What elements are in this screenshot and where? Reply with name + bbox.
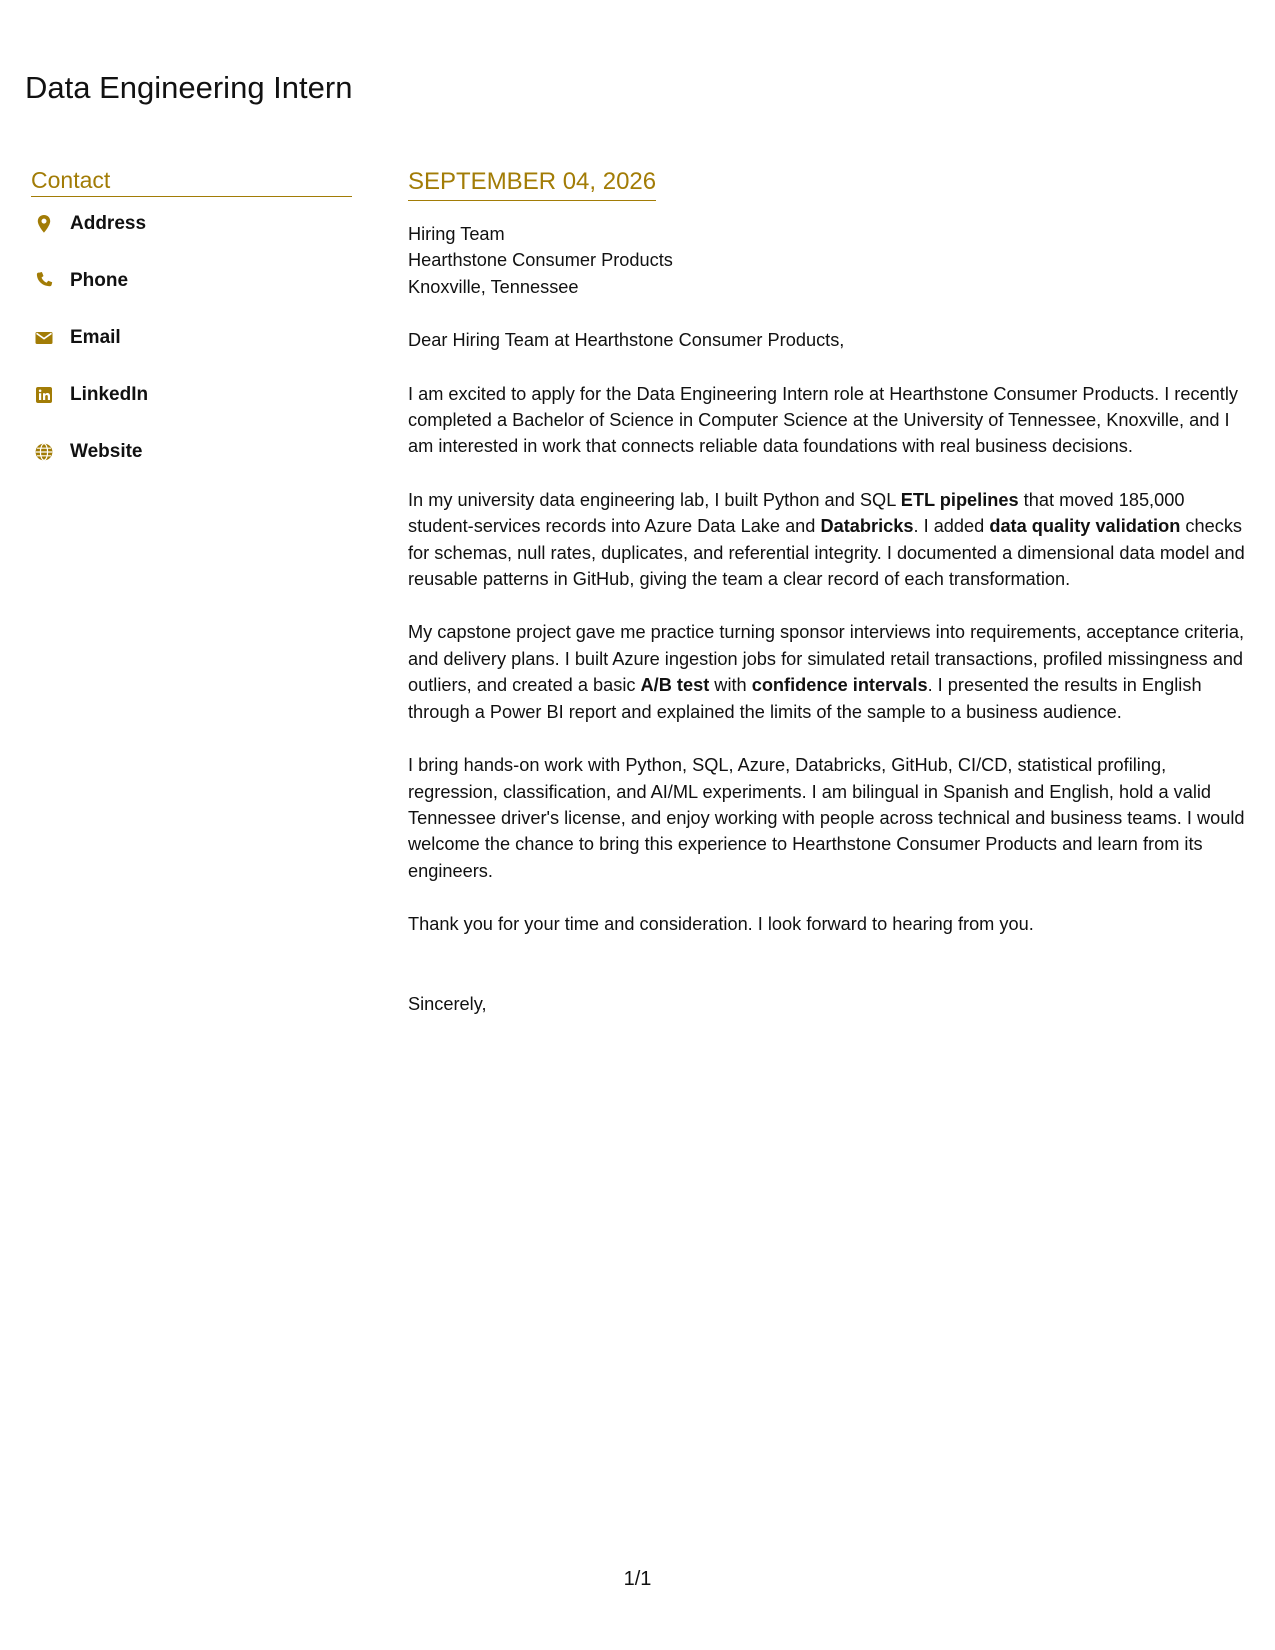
recipient-block — [408, 221, 1253, 300]
contact-heading: Contact — [31, 166, 352, 197]
cover-letter — [408, 168, 1253, 1017]
phone-icon — [33, 270, 55, 292]
contact-linkedin[interactable] — [31, 378, 352, 412]
recipient-line: Hearthstone Consumer Products — [408, 250, 673, 271]
map-pin-icon — [33, 213, 55, 235]
globe-icon — [33, 441, 55, 463]
contact-email[interactable] — [31, 321, 352, 355]
body-paragraph — [408, 381, 1253, 460]
contact-list — [31, 207, 352, 469]
paragraph-text: with — [709, 675, 752, 696]
contact-email-label: Email — [70, 327, 121, 348]
page-title: Data Engineering Intern — [25, 70, 353, 105]
body-paragraph — [408, 619, 1253, 725]
envelope-icon — [33, 327, 55, 349]
contact-website[interactable] — [31, 435, 352, 469]
paragraph-text: I bring hands-on work with Python, SQL, Azure, Databricks, GitHub, CI/CD, statistical profiling, regression, classification, and AI/ML experiments. I am bilingual in Spanish and English, hold a valid Tennessee driver's license, and enjoy working with people across technical and business teams. I would welcome the chance to bring this experience to Hearthstone Consumer Products and learn from its engineers. — [408, 755, 1245, 881]
recipient-line: Hiring Team — [408, 224, 505, 244]
emphasized-text: data quality validation — [989, 516, 1181, 537]
contact-address-label: Address — [70, 213, 147, 234]
contact-website-label: Website — [70, 441, 143, 462]
letter-date: SEPTEMBER 04, 2026 — [408, 168, 656, 201]
contact-sidebar — [31, 166, 352, 492]
paragraph-text: I am excited to apply for the Data Engineering Intern role at Hearthstone Consumer Products. I recently completed a Bachelor of Science in Computer Science at the University of Tennessee, Knoxville, and I am interested in work that connects reliable data foundations with real business decisions. — [408, 383, 1238, 457]
paragraph-text: that moved 185,000 student-services records into Azure Data Lake and — [408, 489, 1185, 537]
contact-phone[interactable] — [31, 264, 352, 298]
recipient-line: Knoxville, Tennessee — [408, 276, 579, 297]
signoff: Sincerely, — [408, 993, 487, 1014]
emphasized-text: ETL pipelines — [900, 489, 1019, 510]
salutation: Dear Hiring Team at Hearthstone Consumer Products, — [408, 330, 845, 351]
contact-phone-label: Phone — [70, 270, 129, 291]
contact-linkedin-label: LinkedIn — [70, 384, 149, 405]
paragraph-text: checks for schemas, null rates, duplicates, and referential integrity. I documented a dimensional data model and reusable patterns in GitHub, giving the team a clear record of each transformation. — [408, 516, 1245, 590]
page-number: 1/1 — [623, 1568, 652, 1590]
paragraph-text: In my university data engineering lab, I built Python and SQL — [408, 489, 901, 510]
body-paragraph — [408, 752, 1253, 884]
linkedin-icon — [33, 384, 55, 406]
paragraph-text: My capstone project gave me practice turning sponsor interviews into requirements, acceptance criteria, and delivery plans. I built Azure ingestion jobs for simulated retail transactions, profiled missingness and outliers, and created a basic — [408, 622, 1245, 696]
paragraph-text: . I presented the results in English through a Power BI report and explained the limits of the sample to a business audience. — [408, 675, 1202, 722]
contact-address[interactable] — [31, 207, 352, 241]
body-paragraph — [408, 487, 1253, 593]
letter-body — [408, 381, 1253, 885]
emphasized-text: confidence intervals — [751, 675, 928, 696]
emphasized-text: A/B test — [640, 675, 710, 696]
emphasized-text: Databricks — [820, 516, 914, 537]
closing-paragraph: Thank you for your time and consideration. I look forward to hearing from you. — [408, 914, 1034, 935]
paragraph-text: . I added — [913, 516, 990, 537]
